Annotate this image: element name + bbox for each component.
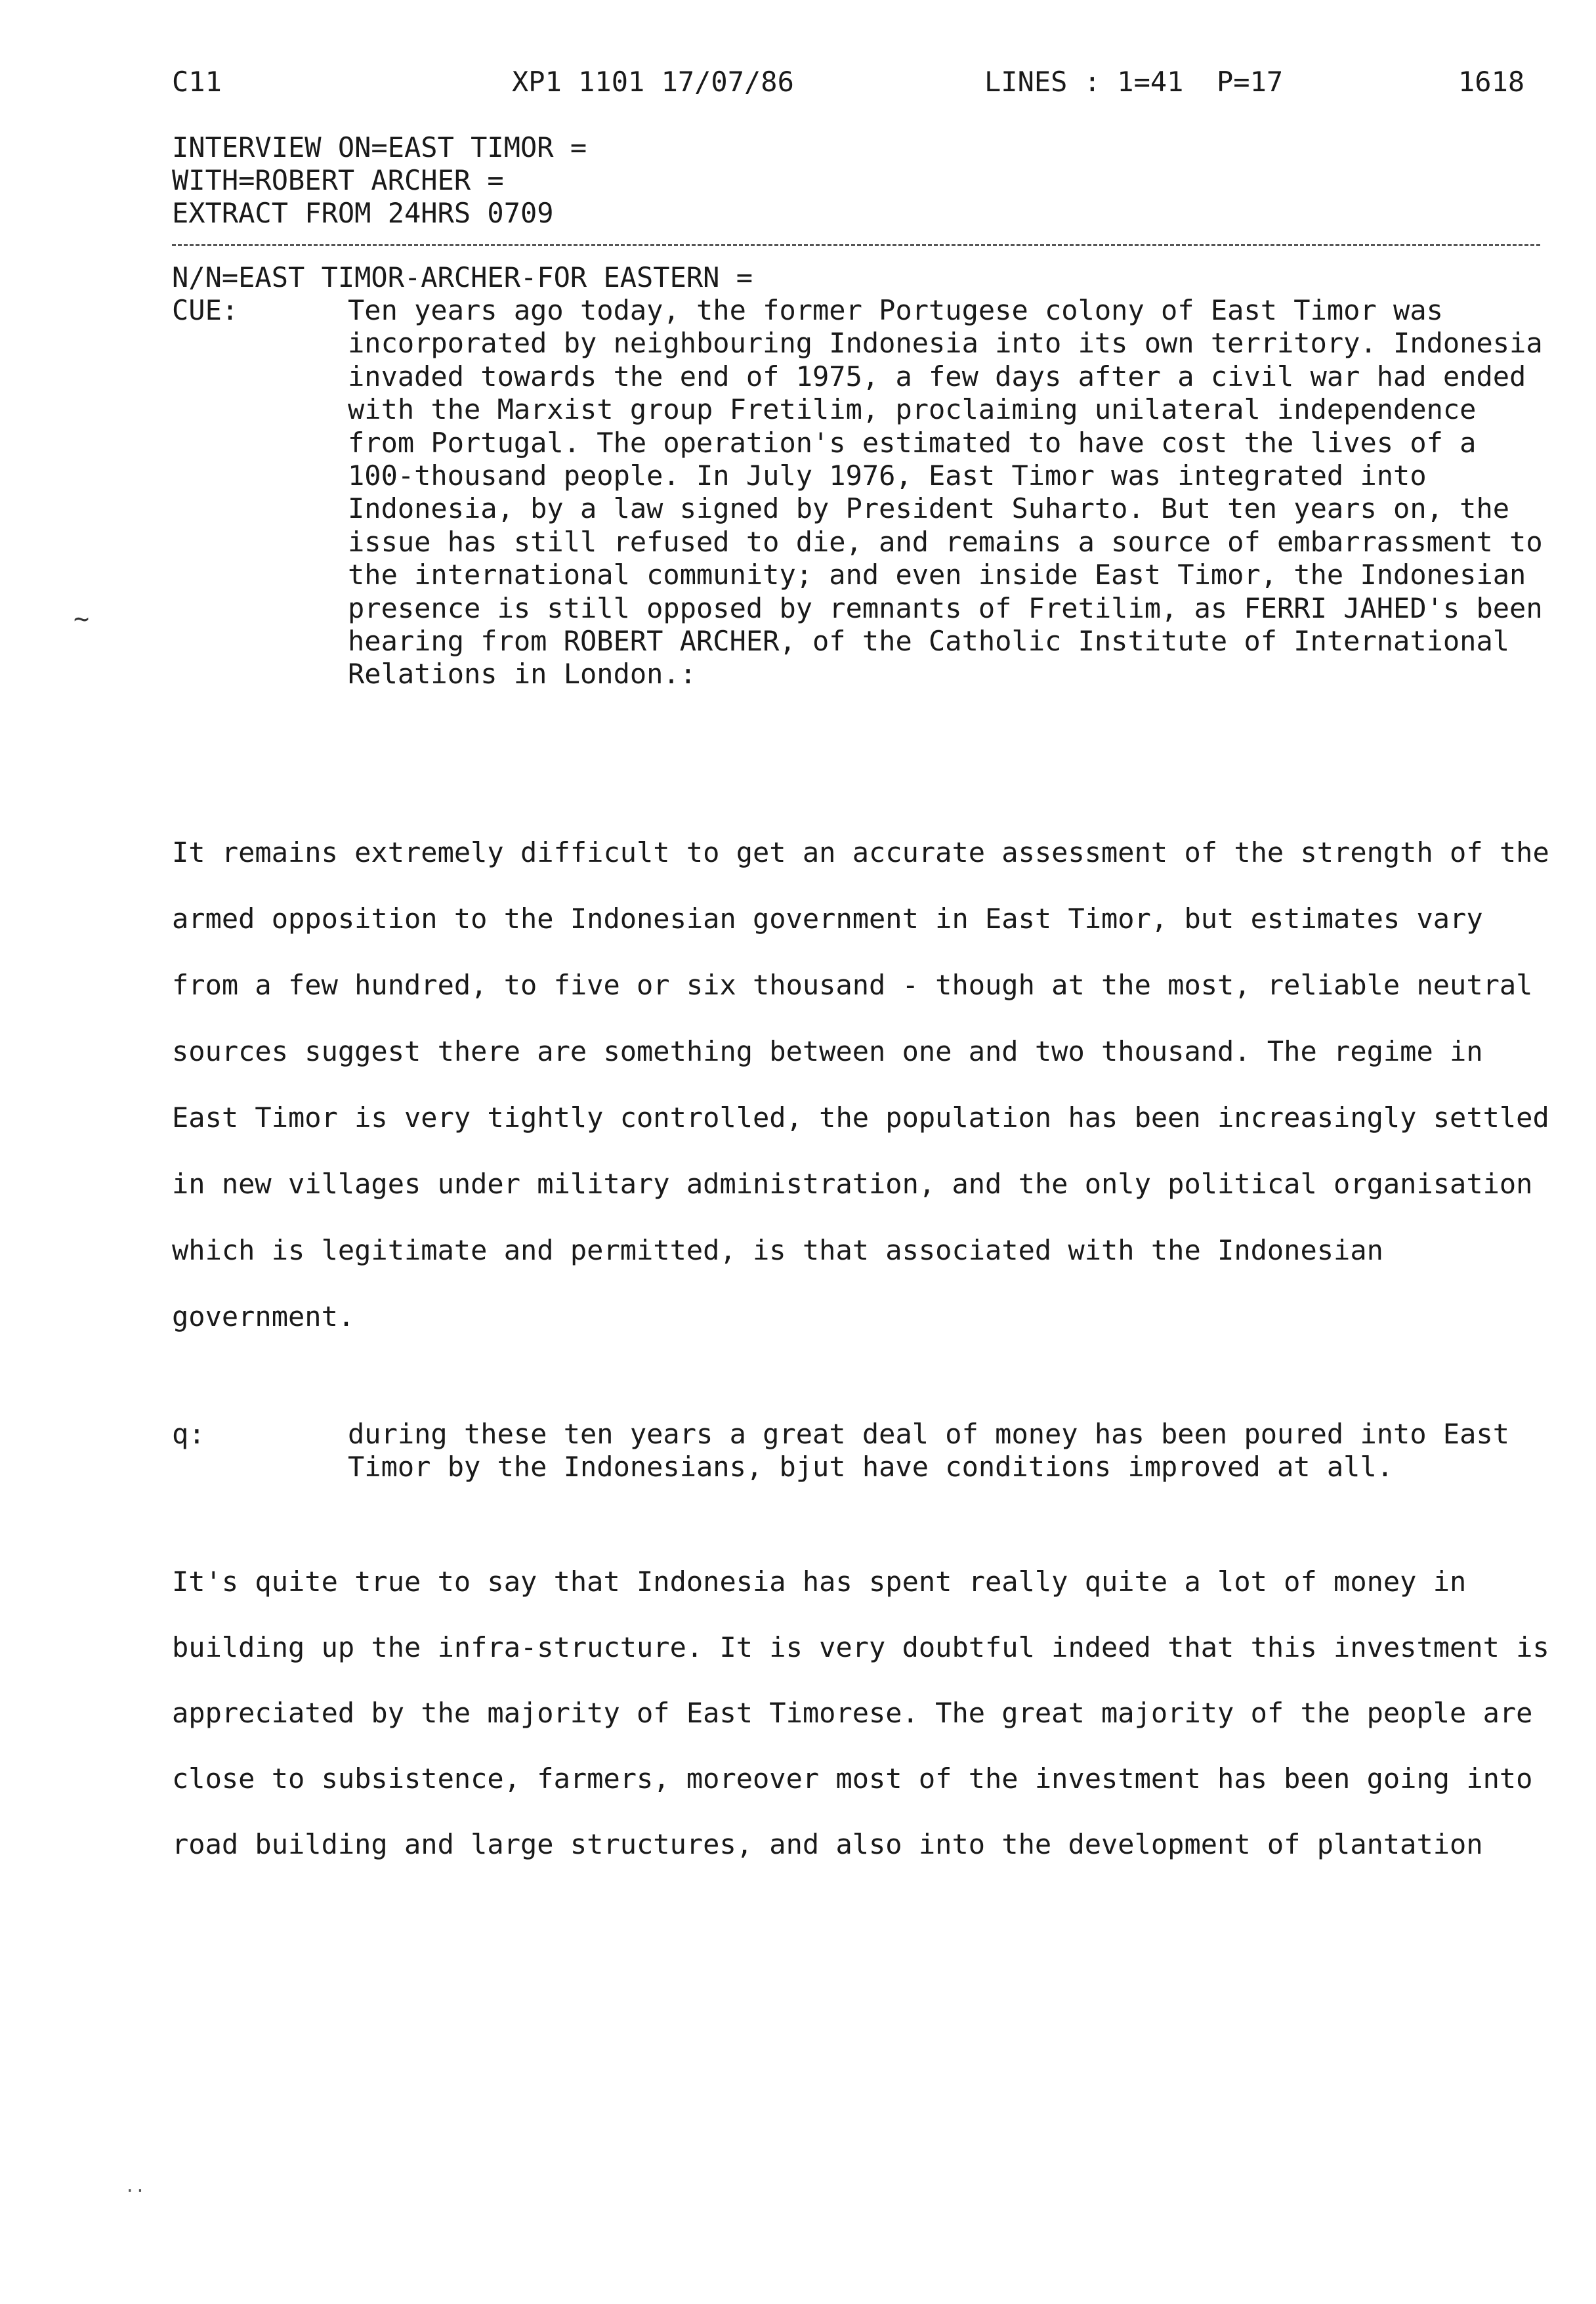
dashed-divider (172, 244, 1540, 246)
question-text: during these ten years a great deal of money has been poured into East Timor by the Indonesians, bjut have conditions improved at all. (348, 1418, 1510, 1483)
header-number: 1618 (1458, 66, 1525, 98)
answer-paragraph-1: It remains extremely difficult to get an accurate assessment of the strength of the armed opposition to the Indonesian government in East Timor, but estimates vary from a few hundred, to five or six thousand - though at the most, reliable neutral sources suggest there are something between one and two thousand. The regime in East Timor is very tightly controlled, the population has been increasingly settled in new villages under military administration, and the only political organisation which is legitimate and permitted, is that associated with the Indonesian government. (172, 836, 1549, 1333)
cue-label: CUE: (172, 294, 239, 326)
cue-text: Ten years ago today, the former Portugese colony of East Timor was incorporated by neighbouring Indonesia into its own territory. Indonesia invaded towards the end of 1975, a few days after a civil war had ended with the Marxist group Fretilim, proclaiming unilateral independence from Portugal. The operation's estimated to have cost the lives of a 100-thousand people. In July 1976, East Timor was integrated into Indonesia, by a law signed by President Suharto. But ten years on, the issue has still refused to die, and remains a source of embarrassment to the international community; and even inside East Timor, the Indonesian presence is still opposed by remnants of Fretilim, as FERRI JAHED's been hearing from ROBERT ARCHER, of the Catholic Institute of International Relations in London.: (348, 294, 1543, 691)
question-label: q: (172, 1418, 205, 1450)
header-reference: XP1 1101 17/07/86 (512, 66, 794, 98)
answer-paragraph-2: It's quite true to say that Indonesia has spent really quite a lot of money in building up the infra-structure. It is very doubtful indeed that this investment is appreciated by the majority of East Timorese. The great majority of the people are close to subsistence, farmers, moreover most of the investment has been going into road building and large structures, and also into the development of plantation (172, 1566, 1549, 1860)
slug-block (172, 131, 587, 230)
header-lines: LINES : 1=41 P=17 (984, 66, 1284, 98)
nn-line: N/N=EAST TIMOR-ARCHER-FOR EASTERN = (172, 261, 753, 293)
slug-line-interview: INTERVIEW ON=EAST TIMOR = (172, 131, 587, 163)
margin-mark: ~ (74, 604, 90, 634)
slug-line-with: WITH=ROBERT ARCHER = (172, 164, 504, 196)
slug-line-extract: EXTRACT FROM 24HRS 0709 (172, 197, 554, 229)
header-code: C11 (172, 66, 222, 98)
bottom-dots: .. (125, 2177, 146, 2196)
header-row (172, 66, 1550, 105)
